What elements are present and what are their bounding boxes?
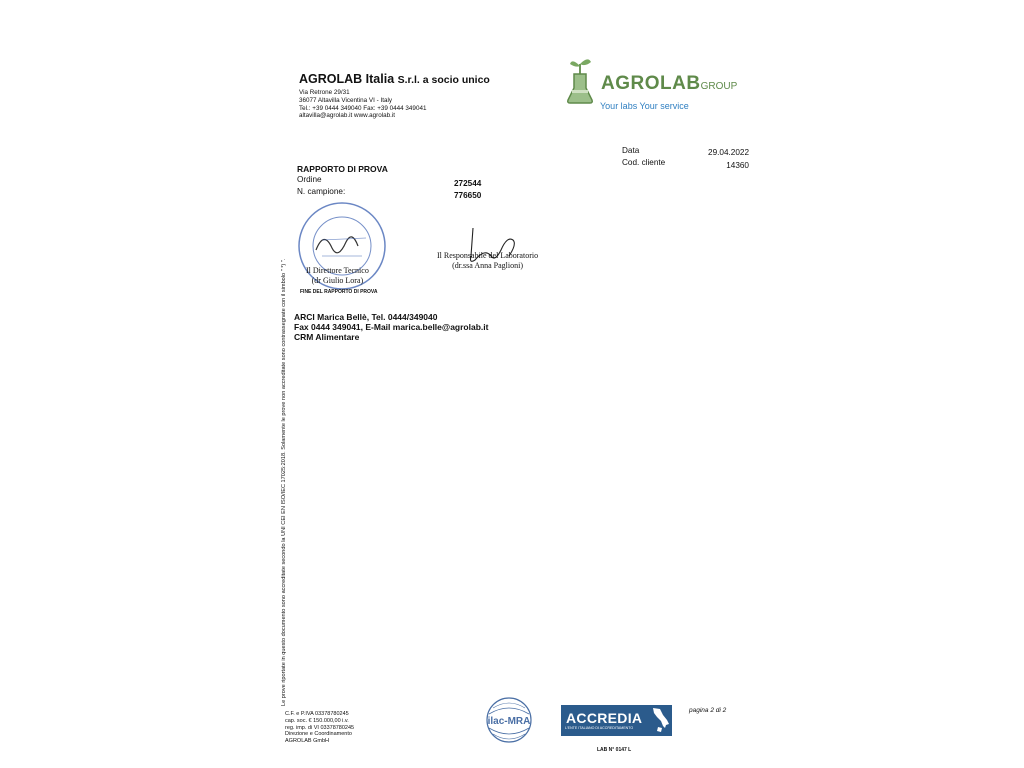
technical-director-signature bbox=[306, 266, 369, 285]
report-title: RAPPORTO DI PROVA bbox=[297, 164, 388, 174]
italy-map-icon bbox=[650, 707, 670, 733]
company-address bbox=[299, 89, 426, 120]
director-title: Il Direttore Tecnico bbox=[306, 266, 369, 275]
lab-number: LAB N° 0147 L bbox=[597, 747, 632, 753]
address-line: Tel.: +39 0444 349040 Fax: +39 0444 349041 bbox=[299, 104, 427, 112]
page-number: pagina 2 di 2 bbox=[689, 707, 727, 714]
contact-block bbox=[294, 312, 488, 342]
legal-line: C.F. e P.IVA 03378780245 bbox=[285, 711, 349, 717]
date-label: Data bbox=[622, 146, 640, 155]
sample-value: 776650 bbox=[454, 191, 482, 200]
company-name bbox=[299, 72, 490, 86]
legal-line: Direzione e Coordinamento bbox=[285, 731, 352, 738]
end-of-report: FINE DEL RAPPORTO DI PROVA bbox=[300, 289, 378, 295]
contact-line: ARCI Marica Bellè, Tel. 0444/349040 bbox=[294, 312, 438, 322]
address-line: altavilla@agrolab.it www.agrolab.it bbox=[299, 112, 395, 120]
company-suffix: S.r.l. a socio unico bbox=[397, 74, 490, 86]
order-value: 272544 bbox=[454, 179, 482, 188]
legal-line: AGROLAB GmbH bbox=[285, 738, 330, 745]
footer-legal bbox=[285, 711, 354, 745]
legal-line: reg. imp. di VI 03378780245 bbox=[285, 724, 355, 731]
date-value: 29.04.2022 bbox=[708, 148, 749, 157]
lab-manager-signature bbox=[437, 251, 538, 270]
accreditation-note: Le prove riportate in questo documento sono accreditate secondo la UNI CEI EN ISO/IEC 17025:2018. Solamente le prove non accreditate sono contrassegnate con il simbolo " *) ". bbox=[281, 258, 287, 706]
accredia-label: ACCREDIA bbox=[566, 710, 643, 726]
contact-line: Fax 0444 349041, E-Mail marica.belle@agrolab.it bbox=[294, 322, 489, 332]
client-code-value: 14360 bbox=[726, 161, 749, 170]
address-line: 36077 Altavilla Vicentina VI - Italy bbox=[299, 96, 392, 104]
tagline: Your labs Your service bbox=[600, 101, 689, 111]
logo-brand: AGROLAB bbox=[601, 73, 701, 94]
logo-group: GROUP bbox=[700, 81, 738, 92]
company-title: AGROLAB Italia bbox=[299, 72, 395, 86]
lab-manager-name: (dr.ssa Anna Paglioni) bbox=[452, 260, 523, 270]
sample-label: N. campione: bbox=[297, 187, 346, 196]
order-label: Ordine bbox=[297, 175, 322, 184]
accredia-sub: L'ENTE ITALIANO DI ACCREDITAMENTO bbox=[565, 726, 634, 730]
client-code-label: Cod. cliente bbox=[622, 158, 666, 167]
director-name: (dr Giulio Lora) bbox=[311, 275, 364, 285]
contact-line: CRM Alimentare bbox=[294, 332, 360, 342]
legal-line: cap. soc. € 150.000,00 i.v. bbox=[285, 717, 349, 724]
ilac-mra-logo-icon bbox=[481, 694, 537, 746]
ilac-label: ilac-MRA bbox=[487, 716, 531, 727]
lab-manager-title: Il Responsabile del Laboratorio bbox=[437, 251, 539, 260]
address-line: Via Retrone 29/31 bbox=[299, 89, 350, 96]
logo-wordmark bbox=[601, 73, 737, 95]
